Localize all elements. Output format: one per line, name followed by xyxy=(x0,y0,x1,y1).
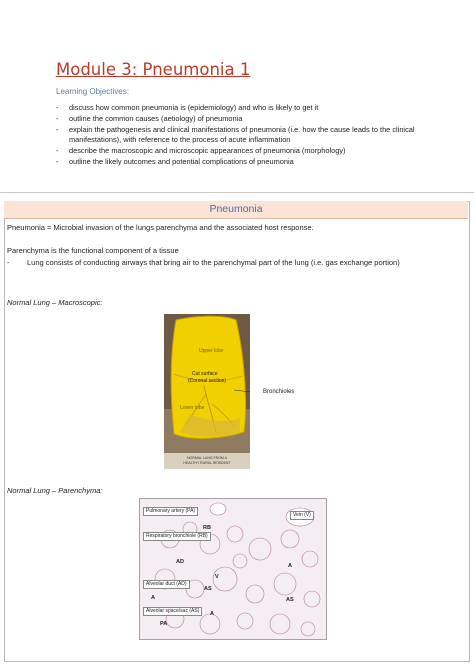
as-tag: AS xyxy=(286,597,294,603)
alveolus-tag: A xyxy=(151,595,155,601)
pulmonary-artery-label: Pulmonary artery (PA) xyxy=(143,507,198,516)
parenchyma-bullet: - Lung consists of conducting airways that bring air to the parenchymal part of the lung (i.e. gas exchange portion) xyxy=(7,257,462,268)
list-item: - describe the macroscopic and microscopic appearances of pneumonia (morphology) xyxy=(56,146,426,157)
macroscopic-lung-image xyxy=(164,314,250,469)
rb-tag: RB xyxy=(203,525,211,531)
objectives-list xyxy=(56,103,426,168)
coronal-label: (Coronal section) xyxy=(188,378,227,384)
list-item: - outline the common causes (aetiology) of pneumonia xyxy=(56,114,426,125)
macro-heading: Normal Lung – Macroscopic: xyxy=(7,298,103,307)
objective-text: describe the macroscopic and microscopic appearances of pneumonia (morphology) xyxy=(69,146,346,156)
alveolar-duct-label: Alveolar duct (AD) xyxy=(143,580,190,589)
bronchioles-label: Bronchioles xyxy=(263,389,295,395)
respiratory-bronchiole-label: Respiratory bronchiole (RB) xyxy=(143,532,211,541)
objective-text: outline the common causes (aetiology) of pneumonia xyxy=(69,113,243,123)
objectives-heading: Learning Objectives: xyxy=(56,87,129,96)
cut-surface-label: Cut surface xyxy=(192,371,218,377)
list-item: - discuss how common pneumonia is (epidemiology) and who is likely to get it xyxy=(56,103,426,114)
as-tag: AS xyxy=(204,586,212,592)
lower-lobe-label: Lower lobe xyxy=(180,405,205,411)
objective-text: discuss how common pneumonia is (epidemiology) and who is likely to get it xyxy=(69,103,319,112)
alveolar-space-label: Alveolar space/sac (AS) xyxy=(143,607,202,616)
list-item: - explain the pathogenesis and clinical manifestations of pneumonia (i.e. how the cause leads to the clinical manifestations), with reference to the process of acute inflammation xyxy=(56,125,426,147)
section-banner: Pneumonia xyxy=(4,201,468,219)
parenchyma-text: Parenchyma is the functional component of a tissue xyxy=(7,246,179,255)
upper-lobe-label: Upper lobe xyxy=(199,348,224,354)
vein-tag: V xyxy=(215,574,219,580)
definition-text: Pneumonia = Microbial invasion of the lungs parenchyma and the associated host response. xyxy=(7,223,314,232)
list-item: - outline the likely outcomes and potential complications of pneumonia xyxy=(56,157,426,168)
lung-illustration xyxy=(164,314,250,469)
ad-tag: AD xyxy=(176,559,184,565)
objective-text: explain the pathogenesis and clinical manifestations of pneumonia (i.e. how the cause leads to the clinical manifestations), with reference to the process of acute inflammation xyxy=(69,124,415,145)
pa-tag: PA xyxy=(160,621,168,627)
alveolus-tag: A xyxy=(210,611,214,617)
caption-line: HEALTHY RURAL RESIDENT xyxy=(183,461,231,465)
parenchyma-micrograph xyxy=(139,498,327,640)
page-title: Module 3: Pneumonia 1 xyxy=(56,60,251,79)
caption-line: NORMAL LUNG FROM A xyxy=(187,456,227,460)
tissue-illustration xyxy=(140,499,326,639)
image-caption xyxy=(164,453,250,469)
vein-label: Vein (V) xyxy=(290,511,314,520)
page-divider xyxy=(0,192,474,193)
micro-heading: Normal Lung – Parenchyma: xyxy=(7,486,103,495)
objective-text: outline the likely outcomes and potential complications of pneumonia xyxy=(69,156,294,166)
alveolus-tag: A xyxy=(288,563,292,569)
parenchyma-bullet-text: Lung consists of conducting airways that bring air to the parenchymal part of the lung (i.e. gas exchange portion) xyxy=(27,258,400,267)
